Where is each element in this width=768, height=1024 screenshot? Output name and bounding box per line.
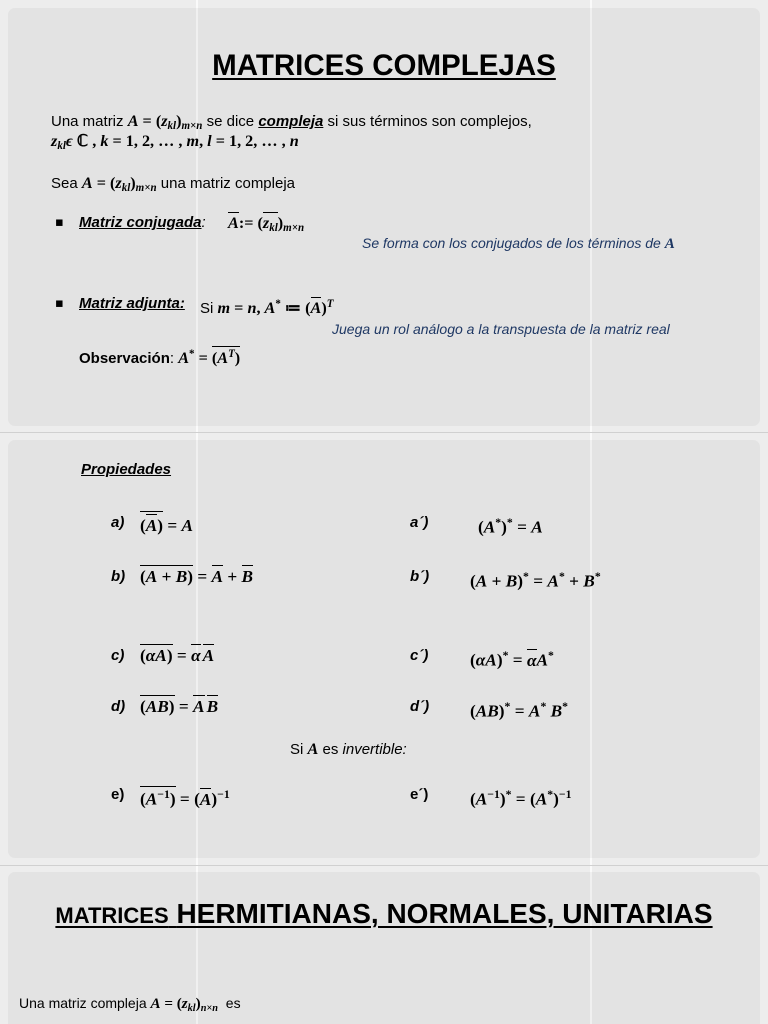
overline-group [228,212,239,231]
property-label: a) [111,514,125,531]
math-symbol: m [217,299,231,318]
title-prefix: MATRICES [55,903,169,928]
overline-group [311,297,322,316]
title-main: HERMITIANAS, NORMALES, UNITARIAS [176,898,713,929]
math-operator: ( [478,517,484,537]
math-symbol: A [145,516,158,535]
sea-line [51,171,295,195]
math-operator: * [558,570,565,583]
math-operator: −1 [217,788,230,801]
conjugate-label [79,211,206,235]
property-label: c) [111,647,125,664]
text-run: si sus términos son complejos, [323,113,532,130]
conjugate-formula [228,211,304,235]
math-symbol: B [175,567,188,586]
math-operator: ℂ [76,132,89,150]
math-operator: * [594,570,601,583]
superscript [595,571,601,583]
math-symbol: A [475,789,488,809]
text-run: Una matriz compleja [19,995,151,1011]
overline-group [191,644,201,665]
math-symbol: B [206,697,219,716]
math-symbol: m×n [181,120,203,133]
math-symbol: kl [121,182,131,195]
math-symbol: z [161,112,168,130]
overline-group [242,565,254,586]
slide-propiedades [8,440,760,858]
math-symbol: m×n [283,222,305,235]
math-symbol: α [191,646,201,665]
math-operator: ) [211,789,218,809]
math-operator: * [505,788,512,801]
math-operator: ) [130,174,136,192]
math-symbol: A [664,236,675,252]
overline-group [207,695,219,716]
observation-line [79,342,240,366]
invertible-condition [290,737,407,761]
math-symbol: z [51,132,58,150]
math-symbol: A [475,571,488,591]
math-operator: = 1, 2, … , [211,132,290,150]
math-symbol: A [531,517,543,537]
property-formula [140,644,214,668]
math-symbol: A [217,349,229,368]
overline-group [212,346,240,366]
math-operator: ( [140,646,146,665]
math-symbol: A [181,516,194,535]
definition-line [19,991,241,1015]
observation-label: Observación [79,350,170,368]
texture-stripe [590,440,592,858]
subscript [136,183,157,194]
superscript [562,701,568,713]
math-operator: , [88,132,101,150]
math-operator: ) [517,571,524,591]
math-symbol: kl [187,1002,196,1014]
math-operator: ( [470,650,476,670]
math-operator: + [223,567,242,586]
math-operator: = [508,650,527,670]
superscript [548,650,554,662]
overline-group [146,514,158,535]
math-operator: = [528,571,548,591]
property-label: e´) [410,786,429,803]
property-formula [470,783,571,807]
superscript [327,299,334,310]
bullet-icon: ▪ [55,215,64,230]
math-symbol: A [228,214,239,232]
adjoint-formula [200,292,333,316]
superscript [559,789,572,801]
property-formula [478,511,543,535]
math-symbol: A [178,349,190,368]
adjoint-label [79,292,185,316]
math-operator: ) [501,517,507,537]
math-symbol: ϵ [65,132,77,150]
subscript [283,223,304,234]
math-symbol: A [307,740,319,758]
math-operator: = ( [175,789,200,809]
math-symbol: T [326,298,334,310]
math-operator: + [487,571,506,591]
overline-group [200,788,212,809]
property-label: d) [111,698,126,715]
math-operator: = [194,349,212,368]
math-symbol: z [262,214,270,232]
math-operator: ( [140,516,146,535]
math-operator: * [502,649,509,662]
emphasis-text-run: compleja [258,113,324,130]
property-formula [470,644,554,668]
math-operator: + [157,567,176,586]
overline-group [140,511,163,535]
text-run: se dice [202,113,259,130]
math-operator: = [512,517,532,537]
math-symbol: n×n [200,1002,218,1014]
math-operator: ( [470,701,476,721]
math-operator: , [256,299,265,318]
math-operator: * [275,298,281,310]
slide-title [8,895,760,933]
math-symbol: k [100,132,109,150]
math-symbol: A [193,697,205,716]
property-label: e) [111,786,125,803]
property-formula [140,695,218,719]
colon: : [201,214,206,231]
math-operator: ) [496,650,503,670]
math-operator: * [504,700,511,713]
math-symbol: A [150,996,161,1012]
math-operator: = 1, 2, … , [108,132,187,150]
math-operator: ( [140,789,146,809]
math-symbol: αA [145,646,167,665]
overline-group [203,644,215,665]
slide-divider [0,865,768,866]
text-run: Si [290,741,308,758]
math-symbol: A [211,567,224,586]
math-operator: * [495,516,502,529]
math-symbol: T [228,348,235,360]
subscript [201,1003,218,1014]
italic-text-run: invertible: [342,741,407,758]
math-operator: ) [234,349,241,368]
conjugate-term: Matriz conjugada [79,214,202,231]
math-symbol: A [145,789,158,809]
math-operator: ) [166,646,173,665]
math-operator: = ( [138,112,162,130]
property-formula [470,695,568,719]
math-operator: = [510,701,529,721]
text-run: es [318,741,343,758]
overline-group [140,786,176,809]
math-operator: ) [499,789,506,809]
math-symbol: A [483,517,496,537]
math-operator: ( [470,571,476,591]
math-operator: , [199,132,208,150]
slide-matrices-complejas [8,8,760,426]
math-symbol: kl [57,140,66,153]
bullet-icon: ▪ [55,296,64,311]
property-formula [140,783,230,807]
math-operator: * [562,700,569,713]
slide-divider [0,432,768,433]
math-operator: := ( [238,214,263,232]
math-operator: + [564,571,584,591]
math-operator: ) [187,567,194,586]
math-symbol: B [505,571,518,591]
math-operator: −1 [157,788,170,801]
math-operator: ( [140,567,146,586]
math-operator: = [193,567,212,586]
slide-hermitianas [8,872,760,1024]
text-run: una matriz compleja [156,175,296,192]
math-operator: ) [321,299,327,318]
math-operator: ) [277,214,284,232]
math-operator: −1 [487,788,500,801]
property-label: c´) [410,647,429,664]
math-operator: = [163,516,182,535]
subscript [122,183,131,194]
superscript [217,789,230,801]
math-symbol: A [127,112,139,130]
math-operator: ) [498,701,505,721]
overline-group [212,565,224,586]
math-symbol: l [207,132,212,150]
math-operator: ( [140,697,146,716]
property-label: b) [111,568,126,585]
math-symbol: A [528,701,541,721]
slide-title: MATRICES COMPLEJAS [212,49,556,82]
conjugate-note [362,231,675,255]
math-symbol: m [186,132,200,150]
math-operator: * [506,516,513,529]
math-symbol: n [289,132,299,150]
math-symbol: m×n [135,182,157,195]
math-operator: ( [211,349,218,368]
subscript [57,141,66,152]
math-operator: = ( [511,789,536,809]
math-operator: = ( [160,996,182,1012]
math-symbol: A [536,650,549,670]
math-operator: ) [168,697,175,716]
property-formula [470,565,601,589]
text-run: es [218,995,241,1011]
math-symbol: kl [269,222,278,235]
superscript [228,349,235,360]
math-symbol: n [247,299,257,318]
math-operator: * [540,700,547,713]
subscript [269,223,278,234]
overline-group [193,695,205,716]
overline-group [527,649,537,670]
properties-title: Propiedades [81,461,172,478]
property-label: a´) [410,514,429,531]
overline-group [140,644,173,665]
math-operator: ) [553,789,559,809]
math-operator: = [230,299,248,318]
italic-text-run: Se forma con los conjugados de los términos de [362,235,665,251]
adjoint-term: Matriz adjunta: [79,295,185,312]
math-symbol: z [181,996,188,1012]
superscript [157,789,170,801]
math-operator: −1 [558,788,572,801]
math-operator: * [189,348,195,360]
math-symbol: αA [475,650,497,670]
math-symbol: AB [475,701,499,721]
math-symbol: A [202,646,215,665]
property-label: d´) [410,698,430,715]
math-operator: ) [157,516,164,535]
text-run: Una matriz [51,113,128,130]
math-operator: = [172,646,192,665]
math-symbol: AB [145,697,169,716]
math-symbol: A [199,789,212,809]
math-symbol: A [547,571,559,591]
math-symbol: B [583,571,595,591]
math-symbol: α [526,650,537,670]
math-symbol: B [241,567,254,586]
property-formula [140,565,253,589]
text-run: Si [200,300,218,318]
text-run: : [169,350,179,368]
math-symbol: A [535,789,548,809]
adjoint-note [332,317,705,341]
italic-text-run: Juega un rol análogo a la transpuesta de la matriz real [332,321,670,337]
math-symbol: B [546,701,563,721]
superscript [487,789,500,801]
section-heading [81,458,171,482]
math-symbol: A [145,567,158,586]
math-symbol: A [81,174,93,192]
overline-group [140,565,193,586]
property-label: b´) [410,568,430,585]
math-symbol: A [264,299,276,318]
math-symbol: z [115,174,122,192]
math-operator: * [547,788,554,801]
math-operator: = [174,697,194,716]
math-operator: ) [176,112,182,130]
math-operator: * [548,649,554,662]
overline-group [140,695,175,716]
definition-indices-line [51,129,299,153]
math-operator: ≔ ( [280,299,311,318]
math-operator: = ( [92,174,116,192]
math-operator: ) [195,996,201,1012]
text-run: Sea [51,175,82,192]
math-operator: ( [470,789,476,809]
math-operator: ) [169,789,176,809]
math-symbol: kl [167,120,177,133]
overline-group [263,212,278,234]
subscript [188,1003,196,1014]
math-symbol: A [310,299,322,318]
property-formula [140,511,193,535]
math-operator: * [523,570,529,583]
